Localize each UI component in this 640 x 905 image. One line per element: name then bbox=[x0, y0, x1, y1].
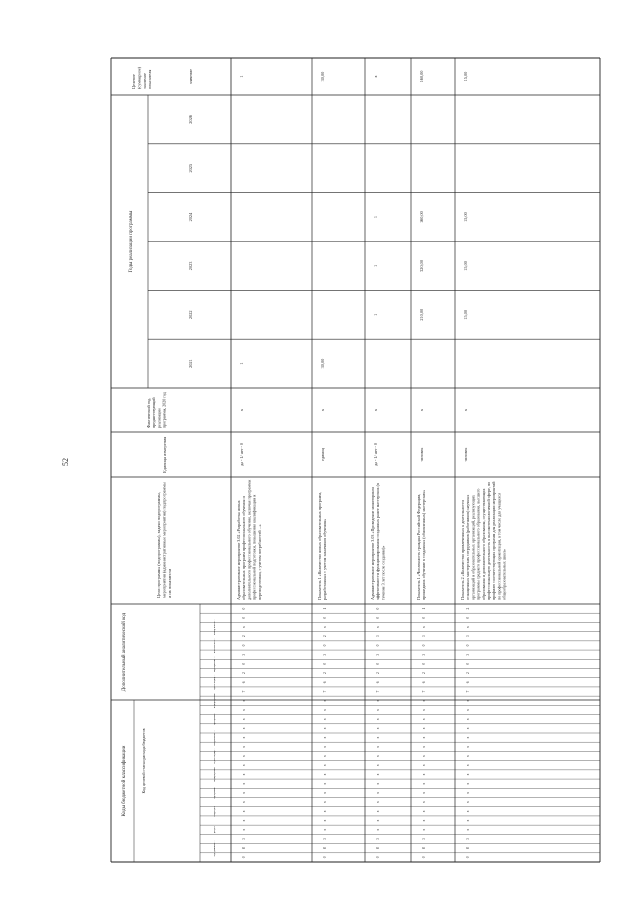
code-cell: x bbox=[376, 782, 380, 785]
code-cell: 0 bbox=[422, 856, 426, 859]
code-cell: x bbox=[323, 718, 327, 721]
code-cell: x bbox=[376, 736, 380, 739]
year-value: 320,00 bbox=[419, 260, 424, 272]
code-cell: x bbox=[242, 801, 246, 804]
code-cell: 2 bbox=[422, 672, 426, 675]
budget-codes-header: Коды бюджетной классификации bbox=[122, 745, 127, 817]
code-cell: 2 bbox=[323, 635, 327, 638]
year-value: 15,00 bbox=[463, 309, 468, 320]
code-cell: x bbox=[376, 718, 380, 721]
code-cell: 2 bbox=[466, 672, 470, 675]
goal-header: Цели программы (подпрограммы), задачи подпрограммы,мероприятия (административные мероприятия) подпрограммыи их показатели bbox=[156, 482, 173, 598]
code-cell: 6 bbox=[376, 681, 380, 684]
code-cell: x bbox=[242, 626, 246, 628]
code-cell: x bbox=[466, 736, 470, 739]
code-cell: 0 bbox=[466, 856, 470, 859]
code-cell: x bbox=[376, 755, 380, 757]
code-cell: x bbox=[466, 755, 470, 757]
code-cell: 2 bbox=[242, 672, 246, 675]
code-cell: 0 bbox=[323, 616, 327, 619]
program-codes-header: Дополнительный аналитический код bbox=[122, 612, 127, 692]
code-cell: 1 bbox=[422, 607, 426, 610]
code-cell: 3 bbox=[376, 635, 380, 638]
code-cell: 7 bbox=[242, 690, 246, 693]
unit-cell: человек bbox=[463, 447, 468, 462]
code-cell: x bbox=[376, 626, 380, 628]
unit-cell: да - 1/ нет - 0 bbox=[239, 443, 244, 466]
code-label: код админист… bbox=[213, 840, 216, 857]
code-cell: 0 bbox=[466, 616, 470, 619]
table-grid bbox=[111, 58, 600, 862]
code-cell: x bbox=[422, 782, 426, 785]
code-cell: 3 bbox=[376, 838, 380, 840]
code-label: подпрограмма bbox=[213, 693, 216, 709]
code-cell: 8 bbox=[422, 847, 426, 850]
code-cell: 0 bbox=[376, 856, 380, 859]
code-cell: 2 bbox=[376, 672, 380, 675]
code-cell: x bbox=[242, 755, 246, 757]
year-value: 15,00 bbox=[463, 212, 468, 222]
code-cell: x bbox=[323, 828, 327, 831]
row-text: Показатель 2 «Количество привлеченных к деятельностиоснащенных мастерских сотрудников (работников) научныхорганизаций и образовательных организаций, реализующихпрограммы среднего профессионального образования, высшегообразования и дополнительного образования, осуществляющихпрофессиональную деятельность в высокотехнологичной сфере, попрофилю соответствующих программ для реализации мероприятийпо профессиональной ориентации, в том числе для учащихсяобщеобразовательных школ» bbox=[460, 481, 507, 600]
code-cell: x bbox=[323, 810, 327, 813]
code-cell: x bbox=[422, 791, 426, 794]
code-cell: x bbox=[242, 810, 246, 813]
code-cell: x bbox=[422, 810, 426, 813]
code-cell: 0 bbox=[376, 662, 380, 665]
code-cell: x bbox=[422, 773, 426, 776]
code-cell: 3 bbox=[422, 838, 426, 840]
code-cell: 2 bbox=[323, 672, 327, 675]
code-cell: x bbox=[466, 699, 470, 702]
code-cell: x bbox=[242, 791, 246, 794]
code-cell: 3 bbox=[242, 838, 246, 840]
code-cell: x bbox=[323, 745, 327, 748]
code-cell: 0 bbox=[242, 856, 246, 859]
code-cell: x bbox=[242, 819, 246, 822]
code-cell: x bbox=[242, 718, 246, 721]
row-text: Административное мероприятие 3.03 «Проведение мониторингаэффективности функционирования созданных ранее мастерских (втечение 3 лет после создания)» bbox=[370, 483, 386, 600]
year-label-2022: 2022 bbox=[188, 310, 193, 320]
base-cell: x bbox=[419, 408, 424, 412]
target-sub-header: значение bbox=[188, 68, 193, 85]
code-cell: 0 bbox=[242, 662, 246, 665]
code-label: мероприятие … bbox=[213, 655, 216, 672]
code-label: программа bbox=[213, 787, 216, 799]
code-cell: 0 bbox=[323, 662, 327, 665]
code-cell: x bbox=[323, 727, 327, 730]
code-cell: 8 bbox=[376, 847, 380, 850]
target-cell: 160,00 bbox=[419, 70, 424, 83]
year-label-2024: 2024 bbox=[188, 212, 193, 222]
row-text: Показатель 1 «Количество новых образовательных программ,разработанных с учетом заказчиков обучения» bbox=[317, 492, 328, 600]
year-label-2021: 2021 bbox=[188, 359, 193, 368]
code-label: направление … bbox=[213, 729, 216, 746]
code-cell: 3 bbox=[323, 653, 327, 656]
code-cell: 7 bbox=[466, 690, 470, 693]
code-cell: 7 bbox=[323, 690, 327, 693]
code-cell: x bbox=[422, 718, 426, 721]
code-cell: x bbox=[466, 626, 470, 628]
code-cell: x bbox=[376, 810, 380, 813]
code-cell: x bbox=[466, 801, 470, 804]
code-cell: x bbox=[242, 736, 246, 739]
code-cell: x bbox=[466, 718, 470, 721]
year-value: 1 bbox=[373, 264, 378, 267]
expense-codes-header: Код целевой статьи расхода бюджетов bbox=[141, 728, 146, 794]
code-cell: 0 bbox=[323, 856, 327, 859]
code-cell: x bbox=[422, 745, 426, 748]
year-value: 210,00 bbox=[419, 308, 424, 321]
code-cell: x bbox=[422, 699, 426, 702]
code-cell: 0 bbox=[466, 662, 470, 665]
code-cell: 6 bbox=[466, 681, 470, 684]
year-label-2025: 2025 bbox=[188, 163, 193, 173]
code-cell: x bbox=[466, 709, 470, 711]
code-cell: x bbox=[422, 755, 426, 757]
code-cell: x bbox=[466, 727, 470, 730]
page-number: 52 bbox=[61, 458, 70, 466]
code-cell: 0 bbox=[242, 607, 246, 610]
code-cell: 0 bbox=[422, 644, 426, 647]
code-cell: x bbox=[323, 791, 327, 794]
base-cell: x bbox=[320, 408, 325, 412]
code-cell: 6 bbox=[323, 681, 327, 684]
code-cell: 6 bbox=[242, 681, 246, 684]
code-cell: 3 bbox=[422, 653, 426, 656]
base-year-header: Фактический год,предшествующийреализациипрограммы, 2020 год bbox=[146, 392, 167, 428]
year-value: 30,00 bbox=[320, 358, 325, 369]
code-label: показатель п… bbox=[213, 637, 216, 654]
code-cell: x bbox=[466, 828, 470, 831]
code-cell: x bbox=[323, 709, 327, 711]
code-cell: x bbox=[422, 764, 426, 767]
code-cell: 3 bbox=[323, 838, 327, 840]
code-cell: 8 bbox=[242, 847, 246, 850]
code-cell: x bbox=[376, 764, 380, 767]
year-value: 160,00 bbox=[419, 211, 424, 223]
code-cell: 7 bbox=[376, 690, 380, 693]
base-cell: x bbox=[373, 408, 378, 412]
code-cell: 1 bbox=[323, 607, 327, 610]
base-cell: x bbox=[463, 408, 468, 412]
code-cell: x bbox=[376, 727, 380, 730]
code-cell: x bbox=[323, 819, 327, 822]
code-cell: 0 bbox=[376, 607, 380, 610]
code-cell: x bbox=[323, 626, 327, 628]
code-cell: x bbox=[242, 699, 246, 702]
code-cell: x bbox=[422, 626, 426, 628]
target-cell: 1 bbox=[239, 75, 244, 78]
code-label: задача подпр… bbox=[213, 748, 216, 764]
code-cell: 8 bbox=[466, 847, 470, 850]
code-cell: x bbox=[376, 699, 380, 702]
code-cell: x bbox=[376, 745, 380, 748]
code-cell: 6 bbox=[422, 681, 426, 684]
code-cell: x bbox=[242, 773, 246, 776]
code-label: раздел bbox=[213, 826, 216, 834]
code-cell: x bbox=[323, 773, 327, 776]
years-header: Годы реализации программы bbox=[129, 210, 134, 273]
target-cell: 30,00 bbox=[320, 71, 325, 82]
year-value: 1 bbox=[373, 216, 378, 219]
code-cell: 0 bbox=[323, 644, 327, 647]
code-cell: 0 bbox=[242, 616, 246, 619]
code-cell: 2 bbox=[242, 635, 246, 638]
code-cell: x bbox=[242, 828, 246, 831]
code-cell: x bbox=[323, 782, 327, 785]
code-cell: x bbox=[466, 764, 470, 767]
code-cell: x bbox=[466, 782, 470, 785]
code-cell: x bbox=[466, 745, 470, 748]
code-cell: 8 bbox=[323, 847, 327, 850]
year-label-2026: 2026 bbox=[188, 115, 193, 124]
code-cell: 0 bbox=[422, 616, 426, 619]
year-value: 1 bbox=[239, 362, 244, 365]
code-cell: 3 bbox=[242, 653, 246, 656]
code-cell: 3 bbox=[466, 635, 470, 638]
code-label: подраздел bbox=[213, 806, 216, 817]
code-cell: x bbox=[466, 810, 470, 813]
code-cell: 7 bbox=[422, 690, 426, 693]
code-label: задача подпр… bbox=[213, 674, 216, 691]
code-cell: x bbox=[242, 764, 246, 767]
target-header: Целевое(суммарное)значениепоказателя bbox=[131, 66, 153, 89]
code-cell: x bbox=[323, 736, 327, 739]
code-cell: x bbox=[242, 727, 246, 730]
code-cell: x bbox=[422, 727, 426, 730]
code-cell: x bbox=[376, 709, 380, 711]
code-cell: x bbox=[422, 828, 426, 831]
code-cell: x bbox=[376, 828, 380, 831]
code-cell: 3 bbox=[422, 635, 426, 638]
base-cell: x bbox=[239, 408, 244, 412]
code-cell: x bbox=[242, 709, 246, 711]
code-cell: 0 bbox=[242, 644, 246, 647]
code-cell: x bbox=[422, 736, 426, 739]
row-text: Показатель 1 «Численность граждан Российской Федерации,прошедших обучение в созданных (обновленных) мастерских» bbox=[416, 489, 427, 600]
code-cell: x bbox=[466, 773, 470, 776]
year-value: 15,00 bbox=[463, 261, 468, 271]
code-cell: x bbox=[242, 745, 246, 748]
code-cell: x bbox=[323, 755, 327, 757]
code-cell: x bbox=[323, 801, 327, 804]
code-cell: 3 bbox=[466, 838, 470, 840]
code-cell: x bbox=[422, 709, 426, 711]
code-cell: x bbox=[422, 819, 426, 822]
code-cell: x bbox=[323, 764, 327, 767]
code-cell: x bbox=[376, 819, 380, 822]
code-cell: x bbox=[466, 819, 470, 822]
code-cell: 3 bbox=[466, 653, 470, 656]
code-cell: x bbox=[323, 699, 327, 702]
unit-cell: да - 1/ нет - 0 bbox=[373, 443, 378, 466]
year-label-2023: 2023 bbox=[188, 261, 193, 271]
code-label: номер показа… bbox=[213, 619, 216, 635]
code-cell: 2 bbox=[466, 607, 470, 610]
target-cell: x bbox=[373, 75, 378, 78]
unit-cell: единиц bbox=[320, 448, 325, 461]
code-cell: 0 bbox=[376, 644, 380, 647]
code-cell: x bbox=[376, 801, 380, 804]
code-cell: 0 bbox=[466, 644, 470, 647]
unit-cell: человек bbox=[419, 447, 424, 462]
code-cell: x bbox=[376, 773, 380, 776]
code-cell: x bbox=[242, 782, 246, 785]
code-label: программа bbox=[213, 713, 216, 725]
target-cell: 15,00 bbox=[463, 71, 468, 82]
row-text: Административное мероприятие 3.02 «Разработка новыхобразовательных программ профессионального обучения идополнительного профессионального обучения, включая программыпрофессиональной подготовки, повышения квалификации ипереподготовки, с учетом потребностей ...» bbox=[236, 479, 262, 600]
unit-header: Единица измерения bbox=[162, 436, 167, 473]
code-cell: x bbox=[466, 791, 470, 794]
code-cell: 0 bbox=[376, 616, 380, 619]
year-value: 1 bbox=[373, 313, 378, 316]
code-cell: 0 bbox=[422, 662, 426, 665]
code-cell: x bbox=[422, 801, 426, 804]
code-label: подпрограмма bbox=[213, 767, 216, 782]
code-cell: x bbox=[376, 791, 380, 794]
code-cell: 3 bbox=[376, 653, 380, 656]
